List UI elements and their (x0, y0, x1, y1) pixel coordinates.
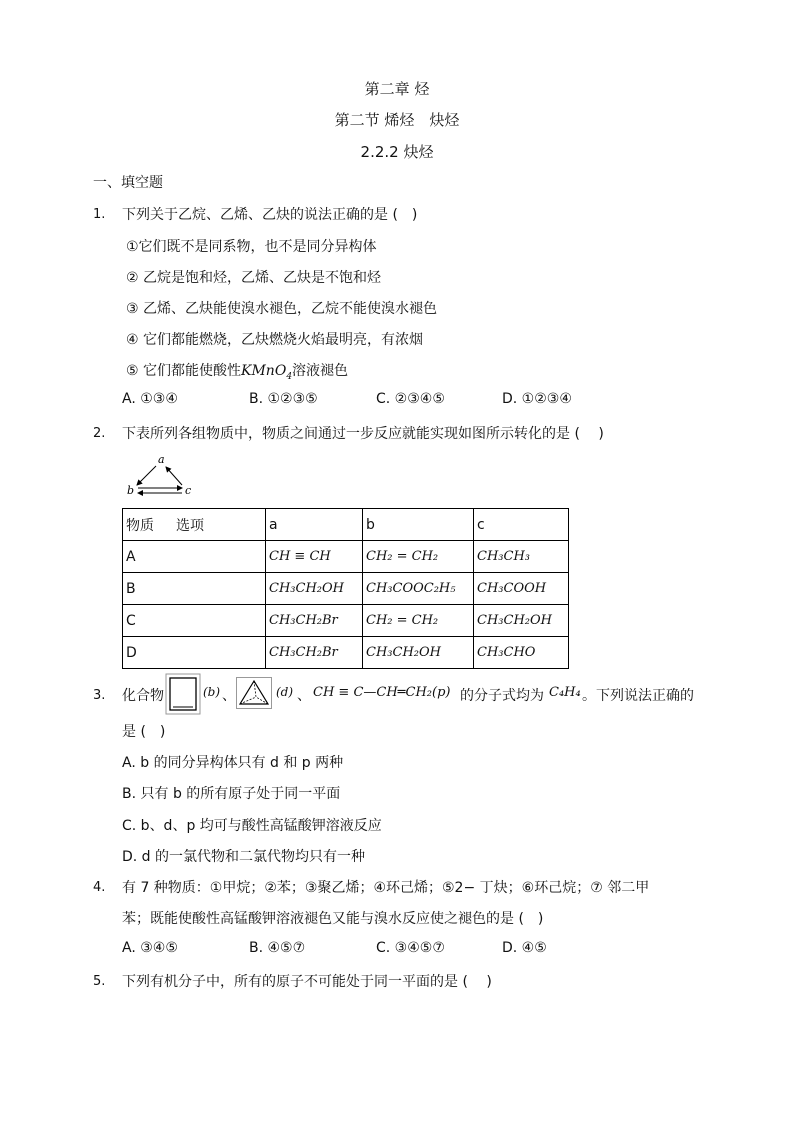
arrow-a-to-b (137, 466, 156, 485)
row-option: A (123, 541, 266, 573)
lesson-title: 2.2.2 炔烃 (360, 143, 434, 161)
table-row (123, 637, 569, 669)
q3-post: 。下列说法正确的 (582, 688, 694, 704)
q1-option-d[interactable]: D. ①②③④ (502, 391, 572, 407)
diagram-label-b: b (127, 484, 135, 497)
kmno4-formula: KMnO$_4$ (241, 363, 293, 382)
q1-statement-3: ③ 乙烯、乙炔能使溴水褪色，乙烷不能使溴水褪色 (126, 301, 437, 317)
q1-s5-post: 溶液褪色 (292, 363, 349, 379)
q4-option-c[interactable]: C. ③④⑤⑦ (376, 940, 445, 956)
diagram-label-a: a (158, 453, 165, 466)
q3-option-c[interactable]: C. b、d、p 均可与酸性高锰酸钾溶液反应 (122, 818, 382, 834)
q1-statement-4: ④ 它们都能燃烧，乙炔燃烧火焰最明亮，有浓烟 (126, 332, 423, 348)
q3-line-2: 是 ( ) (122, 724, 166, 740)
part-heading: 一、填空题 (93, 175, 163, 191)
q3-molecular-formula: C₄H₄ (549, 685, 581, 700)
cell-a: CH₃CH₂Br (266, 605, 363, 637)
row-option: D (123, 637, 266, 669)
q5-number: 5. (93, 974, 106, 989)
q3-label-b: (b) (203, 685, 221, 699)
q3-mid: 的分子式均为 (460, 688, 544, 704)
cell-b: CH₃CH₂OH (363, 637, 474, 669)
q3-separator-2: 、 (297, 688, 311, 704)
cell-c: CH₃CHO (474, 637, 569, 669)
q2-stem: 下表所列各组物质中，物质之间通过一步反应就能实现如图所示转化的是 ( ) (122, 426, 604, 442)
q1-statement-1: ①它们既不是同系物，也不是同分异构体 (126, 239, 377, 255)
q4-line-2: 苯；既能使酸性高锰酸钾溶液褪色又能与溴水反应使之褪色的是 ( ) (122, 911, 544, 927)
q1-stem: 下列关于乙烷、乙烯、乙炔的说法正确的是 ( ) (122, 207, 418, 223)
q1-number: 1. (93, 207, 106, 222)
header-cell-substance-option: 物质 选项 (123, 509, 266, 541)
table-row (123, 573, 569, 605)
chapter-title: 第二章 烃 (364, 80, 430, 98)
section-title: 第二节 烯烃 炔烃 (334, 111, 460, 129)
arrow-c-to-a (166, 467, 182, 485)
q4-option-a[interactable]: A. ③④⑤ (122, 940, 178, 956)
q4-option-d[interactable]: D. ④⑤ (502, 940, 547, 956)
cell-c: CH₃CH₃ (474, 541, 569, 573)
cell-a: CH₃CH₂Br (266, 637, 363, 669)
q3-separator: 、 (222, 688, 236, 704)
cell-a: CH₃CH₂OH (266, 573, 363, 605)
tetrahedrane-structure-d (236, 677, 272, 709)
q3-option-d[interactable]: D. d 的一氯代物和二氯代物均只有一种 (122, 849, 366, 865)
q3-label-d: (d) (276, 685, 294, 699)
row-option: B (123, 573, 266, 605)
cell-a: CH ≡ CH (266, 541, 363, 573)
table-header-row (123, 509, 569, 541)
q1-statement-2: ② 乙烷是饱和烃，乙烯、乙炔是不饱和烃 (126, 270, 381, 286)
diagram-label-c: c (185, 484, 192, 497)
q2-table (122, 508, 569, 669)
q1-s5-pre: ⑤ 它们都能使酸性 (126, 363, 242, 379)
q4-line-1: 有 7 种物质：①甲烷；②苯；③聚乙烯；④环己烯；⑤2− 丁炔；⑥环己烷；⑦ 邻二甲 (122, 880, 650, 896)
q1-option-c[interactable]: C. ②③④⑤ (376, 391, 445, 407)
q3-pre: 化合物 (122, 688, 164, 704)
cell-b: CH₃COOC₂H₅ (363, 573, 474, 605)
row-option: C (123, 605, 266, 637)
q3-formula-p: CH ≡ C—CH═CH₂(p) (313, 685, 451, 700)
conversion-diagram (122, 452, 202, 500)
header-cell-a: a (266, 509, 363, 541)
header-cell-b: b (363, 509, 474, 541)
q4-option-b[interactable]: B. ④⑤⑦ (249, 940, 306, 956)
header-cell-c: c (474, 509, 569, 541)
cell-b: CH₂ = CH₂ (363, 605, 474, 637)
cell-c: CH₃CH₂OH (474, 605, 569, 637)
prismane-structure-b (165, 673, 201, 715)
q1-option-b[interactable]: B. ①②③⑤ (249, 391, 318, 407)
q5-stem: 下列有机分子中，所有的原子不可能处于同一平面的是 ( ) (122, 974, 492, 990)
q1-statement-5 (126, 360, 348, 382)
q3-number: 3. (93, 688, 106, 703)
q3-option-b[interactable]: B. 只有 b 的所有原子处于同一平面 (122, 786, 341, 802)
q4-number: 4. (93, 880, 106, 895)
table-row (123, 541, 569, 573)
table-row (123, 605, 569, 637)
cell-b: CH₂ = CH₂ (363, 541, 474, 573)
q2-number: 2. (93, 426, 106, 441)
q3-option-a[interactable]: A. b 的同分异构体只有 d 和 p 两种 (122, 755, 344, 771)
cell-c: CH₃COOH (474, 573, 569, 605)
q1-option-a[interactable]: A. ①③④ (122, 391, 178, 407)
